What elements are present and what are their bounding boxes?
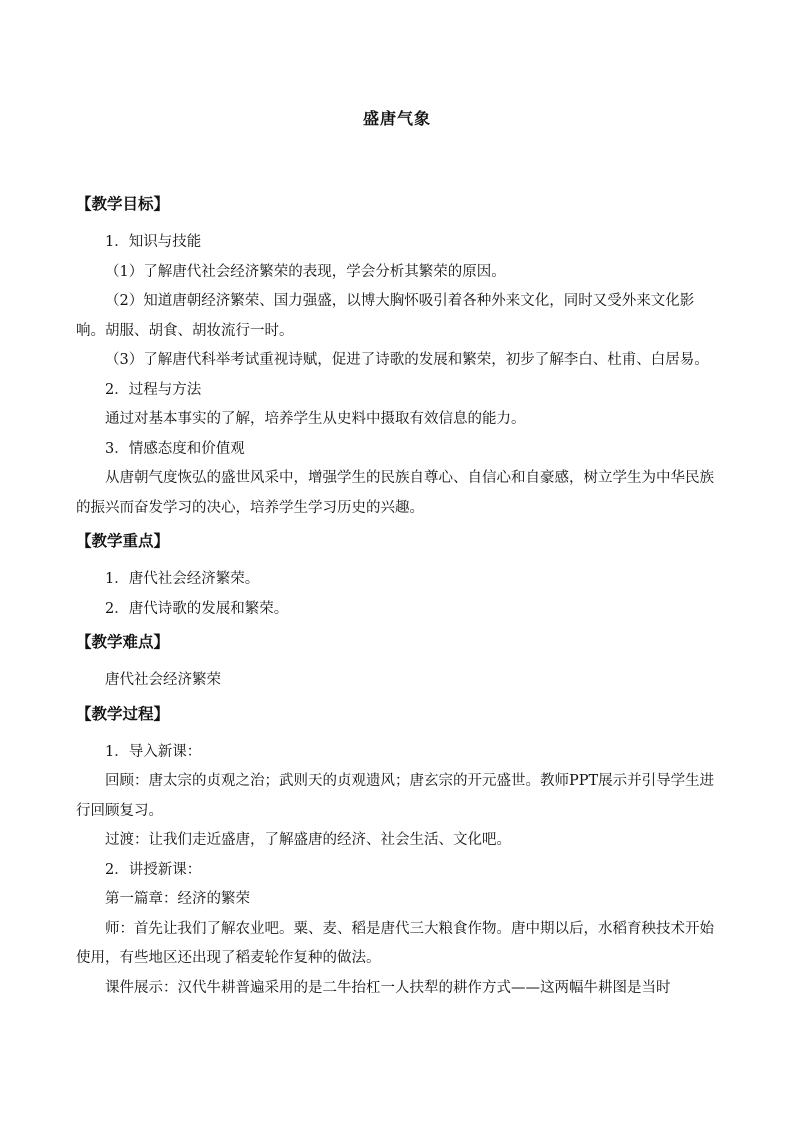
section-heading-difficulties: 【教学难点】 xyxy=(76,632,170,651)
paragraph: 通过对基本事实的了解，培养学生从史料中摄取有效信息的能力。 xyxy=(105,411,526,427)
paragraph: 1．知识与技能 xyxy=(105,234,202,250)
paragraph: 2．讲授新课： xyxy=(105,861,202,878)
paragraph: 第一篇章：经济的繁荣 xyxy=(105,891,250,907)
paragraph: （2）知道唐朝经济繁荣、国力强盛，以博大胸怀吸引着各种外来文化，同时又受外来文化影响。胡服、胡食、胡妆流行一时。 xyxy=(76,293,695,339)
paragraph: （3）了解唐代科举考试重视诗赋，促进了诗歌的发展和繁荣，初步了解李白、杜甫、白居易。 xyxy=(105,352,709,368)
paragraph: 2．唐代诗歌的发展和繁荣。 xyxy=(105,600,289,617)
paragraph: 回顾：唐太宗的贞观之治；武则天的贞观遗风；唐玄宗的开元盛世。教师PPT展示并引导学生进行回顾复习。 xyxy=(76,773,715,819)
paragraph: 师：首先让我们了解农业吧。粟、麦、稻是唐代三大粮食作物。唐中期以后，水稻育秧技术开始使用，有些地区还出现了稻麦轮作复种的做法。 xyxy=(76,920,714,966)
paragraph: 1．唐代社会经济繁荣。 xyxy=(105,571,260,587)
document-body xyxy=(76,186,722,1003)
section-heading-process: 【教学过程】 xyxy=(76,703,170,723)
paragraph: （1）了解唐代社会经济繁荣的表现，学会分析其繁荣的原因。 xyxy=(105,263,506,280)
section-heading-objectives: 【教学目标】 xyxy=(76,194,170,213)
paragraph: 1．导入新课： xyxy=(105,743,202,760)
paragraph: 课件展示：汉代牛耕普遍采用的是二牛抬杠一人扶犁的耕作方式——这两幅牛耕图是当时 xyxy=(105,979,671,996)
paragraph: 2．过程与方法 xyxy=(105,381,202,398)
paragraph: 过渡：让我们走近盛唐，了解盛唐的经济、社会生活、文化吧。 xyxy=(105,832,511,848)
paragraph: 从唐朝气度恢弘的盛世风采中，增强学生的民族自尊心、自信心和自豪感，树立学生为中华民族的振兴而奋发学习的决心，培养学生学习历史的兴趣。 xyxy=(76,470,714,516)
paragraph: 3．情感态度和价值观 xyxy=(105,440,245,457)
paragraph: 唐代社会经济繁荣 xyxy=(105,672,221,688)
document-title: 盛唐气象 xyxy=(362,109,431,128)
section-heading-key-points: 【教学重点】 xyxy=(76,531,170,550)
